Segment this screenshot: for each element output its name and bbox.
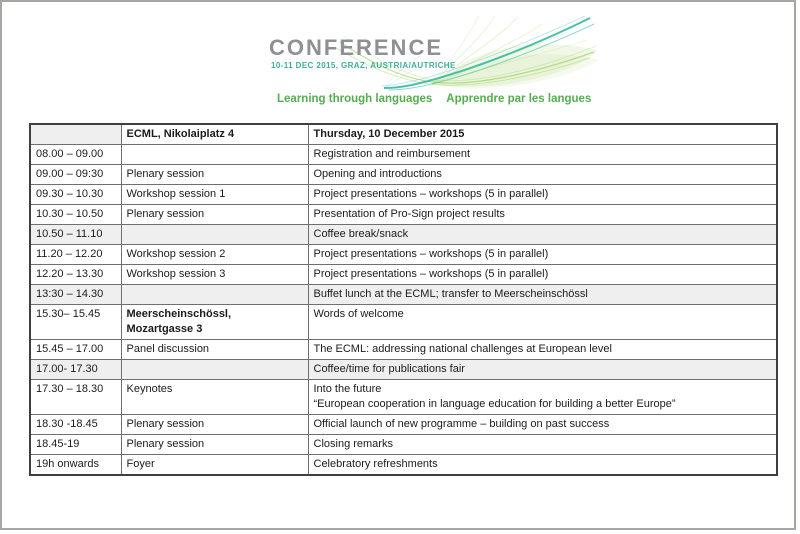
cell-location xyxy=(121,285,308,305)
table-row xyxy=(30,380,777,415)
programme-table-container xyxy=(29,123,778,476)
cell-location xyxy=(121,145,308,165)
cell-location: Plenary session xyxy=(121,415,308,435)
header-cell-date: Thursday, 10 December 2015 xyxy=(308,124,777,145)
cell-time: 10.30 – 10.50 xyxy=(30,205,121,225)
cell-description: Opening and introductions xyxy=(308,165,777,185)
cell-description: Coffee/time for publications fair xyxy=(308,360,777,380)
cell-location: Workshop session 1 xyxy=(121,185,308,205)
logo-title: CONFERENCE xyxy=(269,35,444,60)
cell-description: Coffee break/snack xyxy=(308,225,777,245)
header-cell-time xyxy=(30,124,121,145)
tagline-french: Apprendre par les langues xyxy=(446,93,592,105)
cell-time: 08.00 – 09.00 xyxy=(30,145,121,165)
cell-description: Words of welcome xyxy=(308,305,777,340)
table-row xyxy=(30,285,777,305)
cell-location: Panel discussion xyxy=(121,340,308,360)
cell-location: Plenary session xyxy=(121,165,308,185)
programme-table-body xyxy=(30,145,777,476)
cell-description: Project presentations – workshops (5 in parallel) xyxy=(308,185,777,205)
cell-time: 15.30– 15.45 xyxy=(30,305,121,340)
table-row xyxy=(30,455,777,476)
cell-description: Project presentations – workshops (5 in parallel) xyxy=(308,265,777,285)
table-row xyxy=(30,245,777,265)
logo-subtitle: 10-11 DEC 2015, GRAZ, AUSTRIA/AUTRICHE xyxy=(271,61,456,70)
cell-location: Plenary session xyxy=(121,205,308,225)
cell-description: Closing remarks xyxy=(308,435,777,455)
table-row xyxy=(30,435,777,455)
cell-description: Project presentations – workshops (5 in parallel) xyxy=(308,245,777,265)
cell-time: 17.00- 17.30 xyxy=(30,360,121,380)
cell-location: Keynotes xyxy=(121,380,308,415)
cell-location: Meerscheinschössl, Mozartgasse 3 xyxy=(121,305,308,340)
cell-time: 09.00 – 09:30 xyxy=(30,165,121,185)
cell-description: Into the future “European cooperation in language education for building a better Europe” xyxy=(308,380,777,415)
tagline xyxy=(277,93,591,105)
cell-location: Foyer xyxy=(121,455,308,476)
cell-time: 19h onwards xyxy=(30,455,121,476)
table-row xyxy=(30,415,777,435)
cell-time: 12.20 – 13.30 xyxy=(30,265,121,285)
cell-location: Workshop session 3 xyxy=(121,265,308,285)
table-header-row xyxy=(30,124,777,145)
table-row xyxy=(30,165,777,185)
table-row xyxy=(30,225,777,245)
cell-time: 10.50 – 11.10 xyxy=(30,225,121,245)
cell-time: 13:30 – 14.30 xyxy=(30,285,121,305)
table-row xyxy=(30,185,777,205)
cell-description: Buffet lunch at the ECML; transfer to Meerscheinschössl xyxy=(308,285,777,305)
cell-description: Presentation of Pro-Sign project results xyxy=(308,205,777,225)
table-row xyxy=(30,360,777,380)
cell-location: Plenary session xyxy=(121,435,308,455)
table-row xyxy=(30,205,777,225)
header-cell-venue: ECML, Nikolaiplatz 4 xyxy=(121,124,308,145)
cell-location xyxy=(121,225,308,245)
table-row xyxy=(30,305,777,340)
cell-time: 15.45 – 17.00 xyxy=(30,340,121,360)
table-row xyxy=(30,265,777,285)
cell-description: Celebratory refreshments xyxy=(308,455,777,476)
programme-table xyxy=(29,123,778,476)
table-row xyxy=(30,340,777,360)
cell-time: 11.20 – 12.20 xyxy=(30,245,121,265)
cell-description: Registration and reimbursement xyxy=(308,145,777,165)
cell-description: The ECML: addressing national challenges at European level xyxy=(308,340,777,360)
tagline-english: Learning through languages xyxy=(277,93,433,105)
table-row xyxy=(30,145,777,165)
cell-location: Workshop session 2 xyxy=(121,245,308,265)
cell-description: Official launch of new programme – building on past success xyxy=(308,415,777,435)
cell-time: 18.30 -18.45 xyxy=(30,415,121,435)
cell-location xyxy=(121,360,308,380)
cell-time: 09.30 – 10.30 xyxy=(30,185,121,205)
cell-time: 17.30 – 18.30 xyxy=(30,380,121,415)
cell-time: 18.45-19 xyxy=(30,435,121,455)
